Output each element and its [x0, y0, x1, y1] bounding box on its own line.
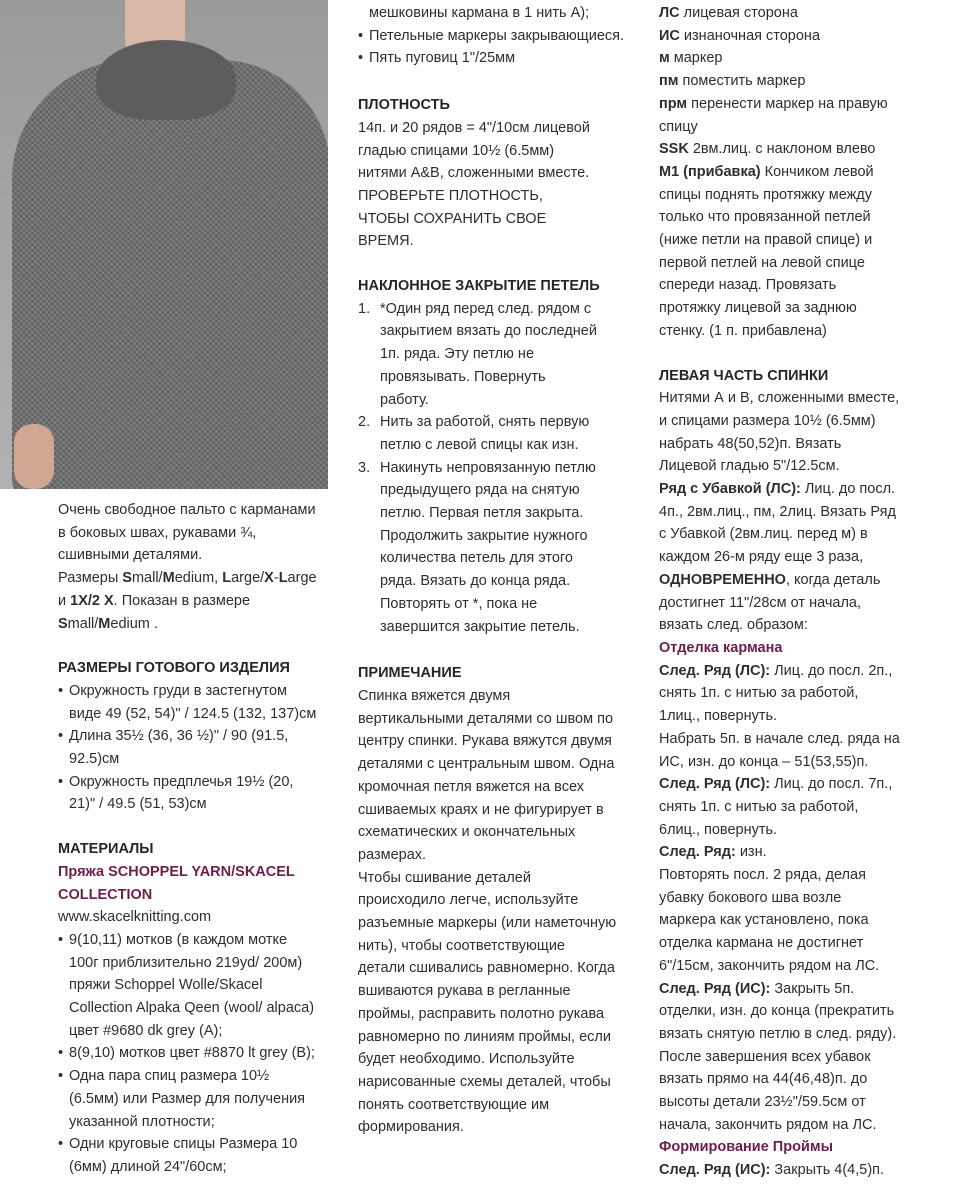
txt: Нить за работой, снять первую: [380, 414, 590, 431]
column-middle: [358, 0, 646, 1139]
txt: количества петель для этого: [380, 550, 573, 567]
txt: и: [58, 592, 71, 609]
bindoff-steps: [358, 298, 646, 639]
txt: виде 49 (52, 54)" / 124.5 (132, 137)см: [69, 705, 317, 722]
txt: 1п. ряда. Эту петлю не: [380, 346, 535, 363]
note-line: равномерно по линиям проймы, если: [358, 1028, 611, 1045]
materials-title: МАТЕРИАЛЫ: [58, 841, 154, 858]
instr-value: вязать след. образом:: [659, 617, 808, 634]
instr-value: снять 1п. с нитью за работой,: [659, 685, 859, 702]
note-line: размерах.: [358, 846, 427, 863]
note-line: будет необходимо. Используйте: [358, 1051, 575, 1068]
abbr-line: [659, 184, 959, 207]
abbr-key: M1 (прибавка): [659, 163, 761, 180]
gauge-line: гладью спицами 10½ (6.5мм): [358, 142, 555, 159]
bindoff-title: НАКЛОННОЕ ЗАКРЫТИЕ ПЕТЕЛЬ: [358, 278, 600, 295]
gauge-line: нитями A&B, сложенными вместе.: [358, 165, 590, 182]
instr-line: [659, 705, 959, 728]
txt: 21)" / 49.5 (51, 53)см: [69, 796, 207, 813]
list-item: [58, 771, 345, 816]
armhole-title: Формирование Проймы: [659, 1139, 833, 1156]
gauge-line: 14п. и 20 рядов = 4"/10см лицевой: [358, 119, 590, 136]
abbr-line: [659, 229, 959, 252]
pocket-title: Отделка кармана: [659, 639, 783, 656]
note-line: нарисованные схемы деталей, чтобы: [358, 1073, 611, 1090]
abbr-value: 2вм.лиц. с наклоном влево: [688, 141, 876, 158]
column-left: [0, 0, 345, 1179]
yarn-title: Пряжа SCHOPPEL YARN/SKACEL: [58, 863, 295, 880]
instr-value: снять 1п. с нитью за работой,: [659, 798, 859, 815]
txt: Повторять от *, пока не: [380, 595, 538, 612]
instr-line: [659, 796, 959, 819]
abbr-line: [659, 206, 959, 229]
note-line: Спинка вяжется двумя: [358, 687, 511, 704]
instr-value: Набрать 5п. в начале след. ряда на: [659, 730, 900, 747]
note-line: сшиваемых краях и не фигурирует в: [358, 801, 604, 818]
yarn-title: COLLECTION: [58, 886, 153, 903]
coat-collar: [96, 40, 236, 120]
abbr-value: спицы поднять протяжку между: [659, 186, 873, 203]
top-list: [358, 25, 646, 70]
txt: Накинуть непровязанную петлю: [380, 459, 596, 476]
txt: закрытием вязать до последней: [380, 323, 597, 340]
left-back-line: и спицами размера 10½ (6.5мм): [659, 412, 876, 429]
txt: Одна пара спиц размера 10½: [69, 1068, 270, 1085]
abbr-key: ИС: [659, 27, 680, 44]
abbr-value: протяжку лицевой за заднюю: [659, 300, 857, 317]
gauge-title: ПЛОТНОСТЬ: [358, 97, 450, 114]
instr-key: След. Ряд (ИС):: [659, 980, 771, 997]
instr-line: [659, 1091, 959, 1114]
list-item: [58, 725, 345, 770]
abbr-value: лицевая сторона: [679, 5, 798, 21]
step-number: 2.: [358, 414, 371, 431]
abbr-value: поместить маркер: [678, 73, 806, 90]
txt: (6.5мм) или Размер для получения: [69, 1090, 306, 1107]
instr-key: Ряд с Убавкой (ЛС):: [659, 481, 801, 498]
abbr-line: [659, 138, 959, 161]
abbreviations: [659, 2, 959, 343]
instr-value: отделки, изн. до конца (прекратить: [659, 1003, 895, 1020]
instr-line: [659, 1068, 959, 1091]
note-line: вертикальными деталями со швом по: [358, 710, 614, 727]
instr-value: изн.: [735, 844, 767, 861]
instr-line: [659, 819, 959, 842]
txt: L: [222, 570, 232, 587]
abbr-key: SSK: [659, 141, 689, 158]
note-line: формирования.: [358, 1119, 464, 1136]
instr-value: Лиц. до посл. 2п.,: [770, 662, 893, 679]
abbr-key: пм: [659, 73, 679, 90]
left-back-line: набрать 48(50,52)п. Вязать: [659, 435, 842, 452]
gauge-line: ЧТОБЫ СОХРАНИТЬ СВОЕ: [358, 210, 547, 227]
txt: Окружность груди в застегнутом: [69, 682, 288, 699]
instr-line: [659, 523, 959, 546]
instr-line: [659, 501, 959, 524]
txt: 8(9,10) мотков цвет #8870 lt grey (B);: [69, 1045, 315, 1062]
instr-line: [659, 592, 959, 615]
abbr-value: Кончиком левой: [760, 163, 874, 180]
instr-line: [659, 751, 959, 774]
list-item: [58, 1065, 345, 1133]
coat-photo: [0, 0, 328, 489]
txt: предыдущего ряда на снятую: [380, 482, 580, 499]
instr-line: [659, 1114, 959, 1137]
instr-value: каждом 26-м ряду еще 3 раза,: [659, 549, 864, 566]
txt: M: [98, 615, 111, 632]
list-item: [58, 929, 345, 1043]
instr-line: [659, 478, 959, 501]
instr-value: начала, закончить рядом на ЛС.: [659, 1116, 877, 1133]
txt: указанной плотности;: [69, 1113, 215, 1130]
txt: завершится закрытие петель.: [380, 618, 580, 635]
abbr-line: [659, 116, 959, 139]
instr-line: [659, 1159, 959, 1182]
list-item: [58, 1133, 345, 1178]
note-line: Чтобы сшивание деталей: [358, 869, 531, 886]
instr-value: убавку бокового шва возле: [659, 889, 842, 906]
step-number: 3.: [358, 459, 371, 476]
instr-value: 1лиц., повернуть.: [659, 708, 778, 725]
step-item: [358, 457, 646, 639]
txt: M: [162, 570, 175, 587]
txt: S: [122, 570, 132, 587]
abbr-line: [659, 2, 959, 25]
left-back-title: ЛЕВАЯ ЧАСТЬ СПИНКИ: [659, 367, 829, 384]
sizes-line: [58, 590, 345, 613]
abbr-line: [659, 252, 959, 275]
intro-line: сшивными деталями.: [58, 547, 203, 564]
instr-line: [659, 887, 959, 910]
instr-value: 4п., 2вм.лиц., пм, 2лиц. Вязать Ряд: [659, 503, 896, 520]
top-line: мешковины кармана в 1 нить А);: [369, 5, 590, 21]
txt: . Показан в размере: [113, 592, 251, 609]
note-line: центру спинки. Рукава вяжутся двумя: [358, 733, 612, 750]
instr-value: маркера как установлено, пока: [659, 912, 869, 929]
txt: S: [58, 615, 68, 632]
model-hand: [14, 424, 54, 489]
abbr-value: спицу: [659, 118, 698, 135]
txt: Окружность предплечья 19½ (20,: [69, 773, 294, 790]
instr-line: [659, 955, 959, 978]
txt: Одни круговые спицы Размера 10: [69, 1136, 298, 1153]
instr-key: ОДНОВРЕМЕННО: [659, 571, 786, 588]
abbr-line: [659, 93, 959, 116]
abbr-line: [659, 47, 959, 70]
sizes-line: [58, 613, 345, 636]
txt: mall/: [67, 615, 99, 632]
instr-line: [659, 660, 959, 683]
instr-value: вязать снятую петлю в след. ряду).: [659, 1025, 897, 1042]
note-line: детали сшивались равномерно. Когда: [358, 960, 615, 977]
instr-line: [659, 1023, 959, 1046]
instr-value: Лиц. до посл. 7п.,: [770, 776, 893, 793]
instr-value: После завершения всех убавок: [659, 1048, 871, 1065]
instr-key: След. Ряд (ИС):: [659, 1162, 771, 1179]
sizes-line: [58, 567, 345, 590]
instr-line: [659, 1000, 959, 1023]
step-item: [358, 411, 646, 456]
note-text: [358, 685, 646, 1139]
note-line: вшиваются рукава в регланные: [358, 983, 571, 1000]
txt: 1X/2 X: [70, 592, 114, 609]
instr-line: [659, 773, 959, 796]
txt: edium,: [174, 570, 223, 587]
abbr-key: ЛС: [659, 5, 680, 21]
instr-value: 6лиц., повернуть.: [659, 821, 778, 838]
left-back-line: Нитями А и В, сложенными вместе,: [659, 390, 900, 407]
abbr-key: прм: [659, 95, 688, 112]
txt: Размеры: [58, 570, 123, 587]
abbr-line: [659, 274, 959, 297]
txt: пряжи Schoppel Wolle/Skacel: [69, 977, 263, 994]
instr-value: Повторять посл. 2 ряда, делая: [659, 867, 866, 884]
list-item: [58, 680, 345, 725]
intro-line: Очень свободное пальто с карманами: [58, 502, 316, 518]
txt: цвет #9680 dk grey (A);: [69, 1022, 223, 1039]
coat-shape: [12, 60, 328, 489]
txt: arge: [287, 570, 317, 587]
instr-value: 6"/15см, закончить рядом на ЛС.: [659, 957, 880, 974]
instr-value: достигнет 11"/28см от начала,: [659, 594, 862, 611]
txt: (6мм) длиной 24"/60см;: [69, 1158, 227, 1175]
txt: петлю. Первая петля закрыта.: [380, 505, 584, 522]
txt: Collection Alpaka Qeen (wool/ alpaca): [69, 1000, 315, 1017]
abbr-line: [659, 25, 959, 48]
step-number: 1.: [358, 300, 371, 317]
txt: Продолжить закрытие нужного: [380, 527, 588, 544]
instr-line: [659, 932, 959, 955]
finished-sizes-list: [58, 680, 345, 816]
website-text: www.skacelknitting.com: [58, 909, 212, 926]
left-back-line: Лицевой гладью 5"/12.5см.: [659, 458, 840, 475]
materials-list: [58, 929, 345, 1179]
instr-value: Закрыть 5п.: [770, 980, 855, 997]
abbr-value: перенести маркер на правую: [687, 95, 888, 112]
note-line: разъемные маркеры (или наметочную: [358, 915, 617, 932]
abbr-value: изнаночная сторона: [679, 27, 821, 44]
instr-line: [659, 546, 959, 569]
instr-line: [659, 569, 959, 592]
txt: 92.5)см: [69, 751, 120, 768]
list-item: [58, 1042, 345, 1065]
instr-key: След. Ряд (ЛС):: [659, 776, 771, 793]
txt: X: [264, 570, 274, 587]
intro-block: [58, 499, 345, 1179]
instr-value: Закрыть 4(4,5)п.: [770, 1162, 885, 1179]
note-line: проймы, расправить полотно рукава: [358, 1005, 605, 1022]
txt: 9(10,11) мотков (в каждом мотке: [69, 931, 288, 948]
finished-sizes-title: РАЗМЕРЫ ГОТОВОГО ИЗДЕЛИЯ: [58, 660, 290, 677]
instr-value: отделка кармана не достигнет: [659, 935, 864, 952]
instr-line: [659, 614, 959, 637]
abbr-value: маркер: [669, 50, 723, 67]
note-title: ПРИМЕЧАНИЕ: [358, 665, 462, 682]
instr-key: След. Ряд (ЛС):: [659, 662, 771, 679]
abbr-value: (ниже петли на правой спице) и: [659, 232, 873, 249]
step-item: [358, 298, 646, 412]
txt: 100г приблизительно 219yd/ 200м): [69, 954, 303, 971]
abbr-value: первой петлей на левой спице: [659, 254, 865, 271]
instr-line: [659, 1046, 959, 1069]
txt: Длина 35½ (36, 36 ½)" / 90 (91.5,: [69, 728, 289, 745]
txt: работу.: [380, 391, 429, 408]
note-line: схематических и окончательных: [358, 824, 576, 841]
instr-value: Лиц. до посл.: [800, 481, 896, 498]
instr-line: [659, 841, 959, 864]
txt: mall/: [131, 570, 163, 587]
abbr-value: спереди назад. Провязать: [659, 277, 837, 294]
abbr-line: [659, 320, 959, 343]
instr-value: вязать прямо на 44(46,48)п. до: [659, 1071, 868, 1088]
txt: ряда. Вязать до конца ряда.: [380, 573, 571, 590]
instr-line: [659, 978, 959, 1001]
instr-line: [659, 864, 959, 887]
abbr-value: стенку. (1 п. прибавлена): [659, 322, 827, 339]
instr-line: [659, 682, 959, 705]
txt: петлю с левой спицы как изн.: [380, 436, 579, 453]
abbr-line: [659, 161, 959, 184]
list-item: • Пять пуговиц 1"/25мм: [358, 47, 646, 70]
abbr-value: только что провязанной петлей: [659, 209, 871, 226]
instr-value: , когда деталь: [785, 571, 881, 588]
intro-line: в боковых швах, рукавами ¾,: [58, 524, 257, 541]
abbr-line: [659, 297, 959, 320]
note-line: деталями с центральным швом. Одна: [358, 756, 615, 773]
note-line: происходило легче, используйте: [358, 892, 579, 909]
abbr-line: [659, 70, 959, 93]
list-item: • Петельные маркеры закрывающиеся.: [358, 25, 646, 48]
gauge-line: ПРОВЕРЬТЕ ПЛОТНОСТЬ,: [358, 187, 543, 204]
txt: провязывать. Повернуть: [380, 368, 546, 385]
instr-value: с Убавкой (2вм.лиц. перед м) в: [659, 526, 868, 543]
gauge-line: ВРЕМЯ.: [358, 233, 414, 250]
txt: arge/: [231, 570, 265, 587]
instr-line: [659, 728, 959, 751]
instr-line: [659, 909, 959, 932]
note-line: нить), чтобы соответствующие: [358, 937, 566, 954]
instr-value: ИС, изн. до конца – 51(53,55)п.: [659, 753, 869, 770]
instr-value: высоты детали 23½"/59.5см от: [659, 1094, 866, 1111]
note-line: понять соответствующие им: [358, 1096, 550, 1113]
txt: L: [278, 570, 288, 587]
txt: *Один ряд перед след. рядом с: [380, 300, 592, 317]
txt: edium .: [110, 615, 158, 632]
abbr-key: м: [659, 50, 670, 67]
instr-key: След. Ряд:: [659, 844, 736, 861]
note-line: кромочная петля вяжется на всех: [358, 778, 584, 795]
column-right: [659, 0, 959, 1182]
txt: -: [273, 570, 279, 587]
